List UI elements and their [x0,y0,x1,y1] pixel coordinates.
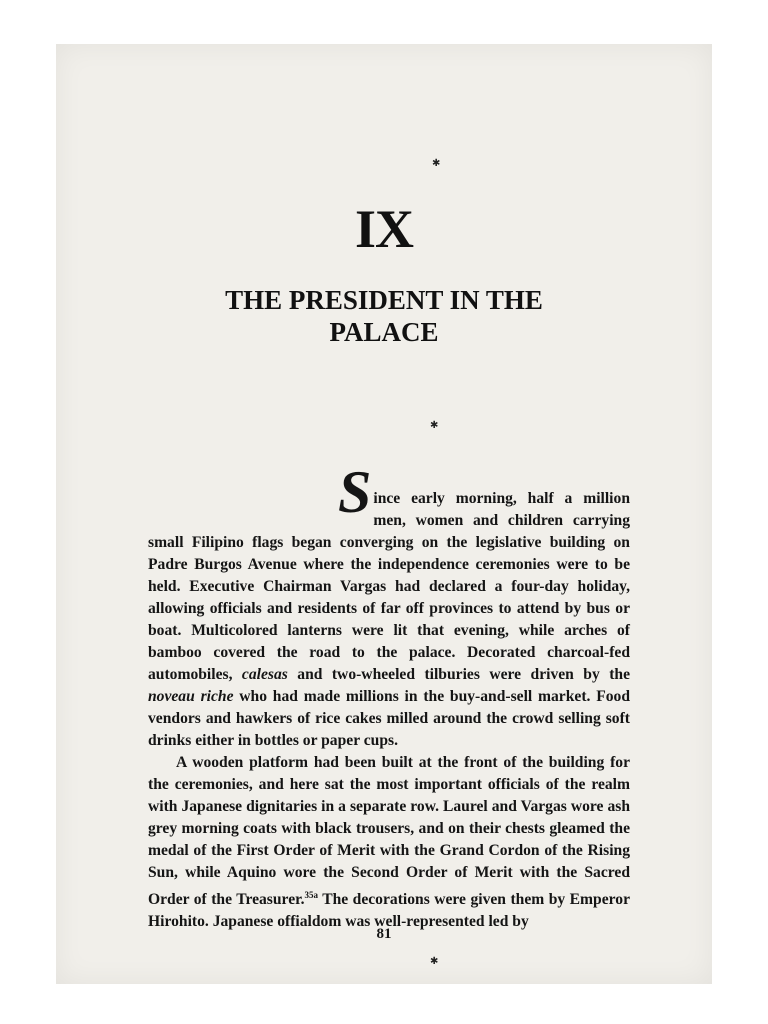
paragraph-2 [148,752,630,933]
paragraph-1 [148,459,630,752]
chapter-title-line-1: THE PRESIDENT IN THE [225,285,543,315]
ink-speck: ✱ [430,956,439,967]
drop-cap: S [338,459,372,525]
ink-speck: ✱ [432,158,441,169]
chapter-title-line-2: PALACE [329,317,439,347]
paragraph-1-text-c: who had made millions in the buy-and-sell market. Food vendors and hawkers of rice cakes milled around the crowd selling soft drinks either in bottles or paper cups. [148,688,630,749]
chapter-body [148,459,630,933]
footnote-ref: 35a [304,890,318,900]
book-page [56,44,712,984]
paragraph-2-text-a: A wooden platform had been built at the front of the building for the ceremonies, and here sat the most important officials of the realm with Japanese dignitaries in a separate row. Laurel and Vargas wore ash grey morning coats with black trousers, and on their chests gleamed the medal of the First Order of Merit with the Grand Cordon of the Rising Sun, while Aquino wore the Second Order of Merit with the Sacred Order of the Treasurer. [148,754,630,909]
paragraph-2-text-b: The decorations were given them by Emperor Hirohito. Japanese offialdom was well-represented led by [148,891,630,931]
paragraph-1-text-a: ince early morning, half a million men, women and children carrying small Filipino flags began converging on the legislative building on Padre Burgos Avenue where the independence ceremonies were to be held. Executive Chairman Vargas had declared a four-day holiday, allowing officials and residents of far off provinces to attend by bus or boat. Multicolored lanterns were lit that evening, while arches of bamboo covered the road to the palace. Decorated charcoal-fed automobiles, [148,490,630,683]
ink-speck: ✱ [430,420,439,431]
chapter-title [56,284,712,348]
italic-term-noveau-riche: noveau riche [148,688,234,705]
page-number: 81 [376,926,392,942]
italic-term-calesas: calesas [241,666,288,683]
paragraph-1-text-b: and two-wheeled tilburies were driven by the [287,666,630,683]
chapter-number: IX [354,199,413,259]
